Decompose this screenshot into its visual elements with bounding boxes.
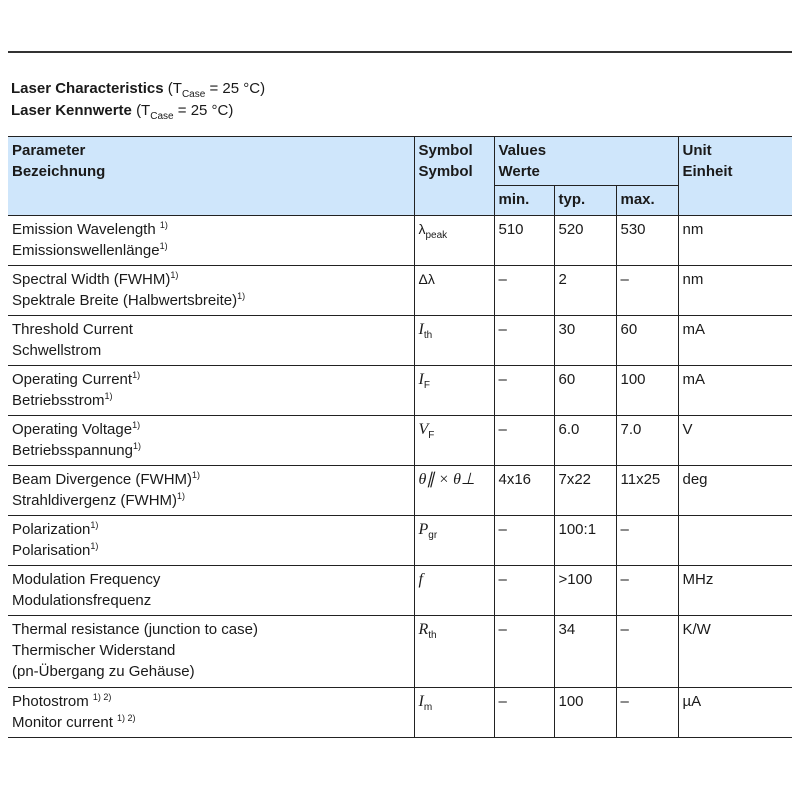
max-cell: 11x25 bbox=[616, 466, 678, 516]
min-cell: – bbox=[494, 516, 554, 566]
max-cell: – bbox=[616, 616, 678, 688]
min-cell: – bbox=[494, 688, 554, 738]
table-row bbox=[8, 688, 792, 738]
unit-cell: V bbox=[678, 416, 792, 466]
typ-cell: 30 bbox=[554, 316, 616, 366]
unit-cell: nm bbox=[678, 216, 792, 266]
typ-cell: 2 bbox=[554, 266, 616, 316]
header-values: Values Werte bbox=[494, 137, 678, 186]
param-cell: Threshold Current Schwellstrom bbox=[8, 316, 414, 366]
section-title bbox=[11, 78, 265, 122]
min-cell: – bbox=[494, 266, 554, 316]
table-row bbox=[8, 516, 792, 566]
symbol-cell: $I_{th}$ bbox=[414, 316, 494, 366]
typ-cell: 100 bbox=[554, 688, 616, 738]
title-english: Laser Characteristics ($T_{Case} = 25$ °C) bbox=[11, 80, 266, 100]
header-unit: Unit Einheit bbox=[678, 137, 792, 216]
header-min: min. bbox=[494, 186, 554, 216]
param-cell: Thermal resistance (junction to case) Thermischer Widerstand (pn-Übergang zu Gehäuse) bbox=[8, 616, 414, 688]
unit-cell: nm bbox=[678, 266, 792, 316]
max-cell: – bbox=[616, 566, 678, 616]
param-cell: Photostrom $^{1) 2)}$ Monitor current $^{1) 2)}$ bbox=[8, 688, 414, 738]
unit-cell: deg bbox=[678, 466, 792, 516]
symbol-cell: $I_m$ bbox=[414, 688, 494, 738]
max-cell: 7.0 bbox=[616, 416, 678, 466]
header-parameter: Parameter Bezeichnung bbox=[8, 137, 414, 216]
unit-cell: K/W bbox=[678, 616, 792, 688]
typ-cell: 100:1 bbox=[554, 516, 616, 566]
min-cell: 4x16 bbox=[494, 466, 554, 516]
max-cell: – bbox=[616, 266, 678, 316]
param-cell: Operating Current$^{1)}$ Betriebsstrom$^{1)}$ bbox=[8, 366, 414, 416]
min-cell: 510 bbox=[494, 216, 554, 266]
typ-cell: 6.0 bbox=[554, 416, 616, 466]
header-symbol: Symbol Symbol bbox=[414, 137, 494, 216]
table-row bbox=[8, 616, 792, 688]
header-typ: typ. bbox=[554, 186, 616, 216]
max-cell: – bbox=[616, 688, 678, 738]
table-row bbox=[8, 366, 792, 416]
unit-cell: mA bbox=[678, 366, 792, 416]
typ-cell: 520 bbox=[554, 216, 616, 266]
param-cell: Spectral Width (FWHM)$^{1)}$ Spektrale Breite (Halbwertsbreite)$^{1)}$ bbox=[8, 266, 414, 316]
title-german: Laser Kennwerte ($T_{Case} = 25$ °C) bbox=[11, 102, 234, 122]
param-cell: Emission Wavelength $^{1)}$ Emissionswellenlänge$^{1)}$ bbox=[8, 216, 414, 266]
symbol-cell: $V_F$ bbox=[414, 416, 494, 466]
table-row bbox=[8, 216, 792, 266]
symbol-cell: Δλ bbox=[414, 266, 494, 316]
typ-cell: 60 bbox=[554, 366, 616, 416]
min-cell: – bbox=[494, 316, 554, 366]
max-cell: – bbox=[616, 516, 678, 566]
symbol-cell: θ∥ × θ⊥ bbox=[414, 466, 494, 516]
param-cell: Operating Voltage$^{1)}$ Betriebsspannung$^{1)}$ bbox=[8, 416, 414, 466]
table-row bbox=[8, 266, 792, 316]
top-rule bbox=[8, 51, 792, 53]
symbol-cell: $R_{th}$ bbox=[414, 616, 494, 688]
max-cell: 60 bbox=[616, 316, 678, 366]
min-cell: – bbox=[494, 416, 554, 466]
unit-cell: MHz bbox=[678, 566, 792, 616]
table-row bbox=[8, 316, 792, 366]
symbol-cell: f bbox=[414, 566, 494, 616]
typ-cell: 34 bbox=[554, 616, 616, 688]
table-row bbox=[8, 416, 792, 466]
symbol-cell: $I_F$ bbox=[414, 366, 494, 416]
max-cell: 530 bbox=[616, 216, 678, 266]
laser-characteristics-table bbox=[8, 136, 792, 738]
header-max: max. bbox=[616, 186, 678, 216]
symbol-cell: $P_{gr}$ bbox=[414, 516, 494, 566]
unit-cell: µA bbox=[678, 688, 792, 738]
unit-cell: mA bbox=[678, 316, 792, 366]
min-cell: – bbox=[494, 366, 554, 416]
param-cell: Modulation Frequency Modulationsfrequenz bbox=[8, 566, 414, 616]
max-cell: 100 bbox=[616, 366, 678, 416]
table-row bbox=[8, 566, 792, 616]
param-cell: Beam Divergence (FWHM)$^{1)}$ Strahldivergenz (FWHM)$^{1)}$ bbox=[8, 466, 414, 516]
min-cell: – bbox=[494, 616, 554, 688]
min-cell: – bbox=[494, 566, 554, 616]
param-cell: Polarization$^{1)}$ Polarisation$^{1)}$ bbox=[8, 516, 414, 566]
table-row bbox=[8, 466, 792, 516]
typ-cell: 7x22 bbox=[554, 466, 616, 516]
typ-cell: >100 bbox=[554, 566, 616, 616]
unit-cell bbox=[678, 516, 792, 566]
symbol-cell: $\lambda_{peak}$ bbox=[414, 216, 494, 266]
